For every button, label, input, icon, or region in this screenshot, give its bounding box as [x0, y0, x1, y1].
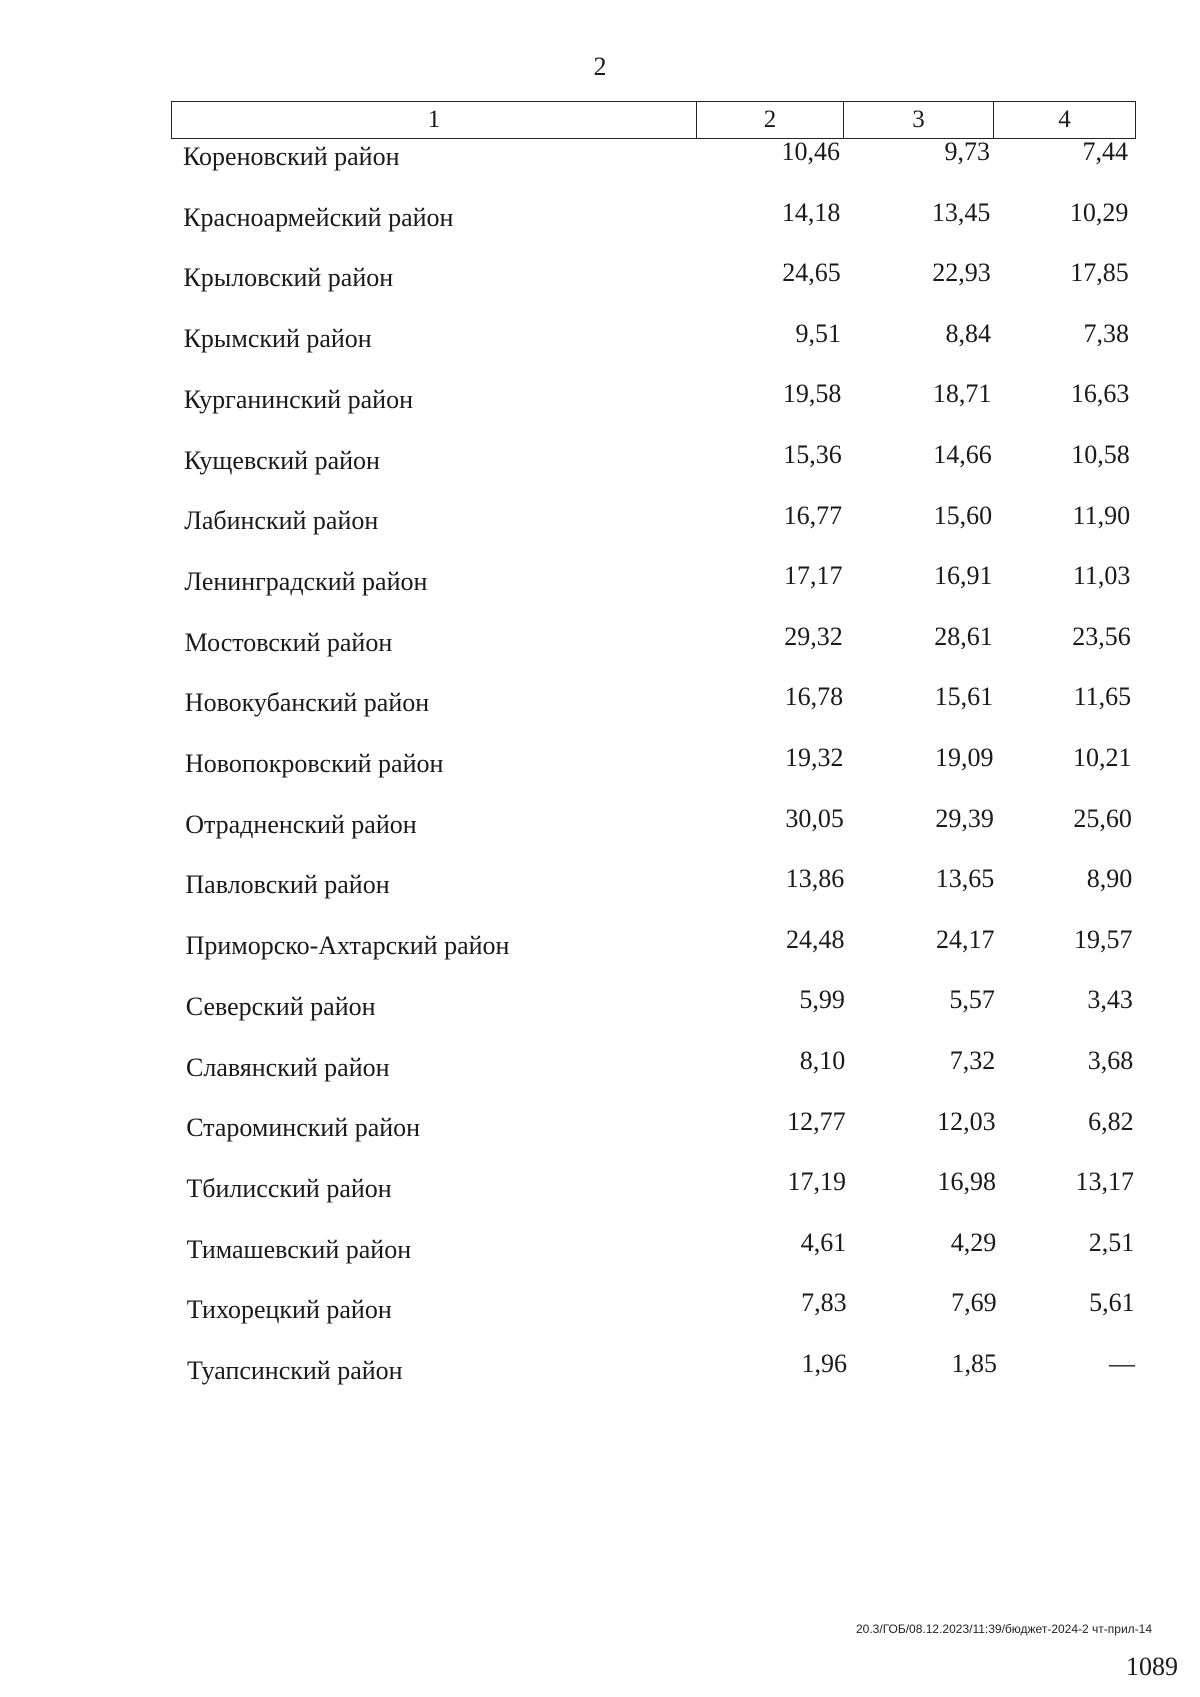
value-c2: 7,83 [801, 1288, 847, 1318]
value-c2: 10,46 [781, 137, 840, 166]
value-c4: 3,43 [1087, 985, 1133, 1015]
value-c4: 3,68 [1087, 1046, 1134, 1075]
district-name: Северский район [185, 991, 376, 1021]
value-c4: 10,29 [1069, 197, 1129, 227]
value-c2: 1,96 [801, 1349, 847, 1378]
value-c4: 5,61 [1089, 1288, 1135, 1318]
table-row [0, 132, 1200, 172]
value-c3: 16,91 [933, 561, 993, 591]
value-c3: 15,61 [934, 682, 994, 712]
value-c2: 4,61 [800, 1227, 847, 1257]
value-c4: 10,58 [1071, 440, 1130, 469]
value-c4: 11,90 [1072, 500, 1131, 530]
sheet-number: 1089 [1126, 1652, 1178, 1681]
value-c3: 15,60 [933, 500, 993, 530]
value-c2: 17,19 [787, 1167, 846, 1197]
value-c4: 2,51 [1088, 1227, 1135, 1257]
value-c2: 19,58 [782, 379, 842, 409]
header-cell: 2 [696, 102, 843, 138]
value-c2: 13,86 [785, 864, 845, 894]
table-row [0, 374, 1200, 414]
value-c4: 7,44 [1082, 137, 1128, 166]
district-name: Крыловский район [183, 263, 394, 293]
value-c2: 15,36 [783, 440, 842, 469]
value-c3: 9,73 [944, 137, 990, 166]
district-name: Приморско-Ахтарский район [185, 931, 510, 961]
value-c4: 7,38 [1083, 318, 1130, 348]
value-c4: 17,85 [1070, 258, 1129, 288]
value-c2: 19,32 [785, 743, 844, 772]
page-number: 2 [593, 52, 607, 81]
table-row [0, 1041, 1200, 1081]
value-c3: 8,84 [945, 318, 992, 348]
value-c3: 7,32 [949, 1046, 996, 1075]
table-row [0, 859, 1200, 899]
district-name: Лабинский район [184, 506, 379, 536]
table-row [0, 556, 1200, 596]
table-row [0, 1344, 1200, 1384]
value-c4: 25,60 [1073, 803, 1132, 833]
district-name: Кореновский район [183, 142, 400, 171]
value-c3: 1,85 [951, 1349, 997, 1378]
district-name: Тимашевский район [186, 1234, 412, 1264]
table-row [0, 920, 1200, 960]
value-c2: 16,78 [784, 682, 844, 712]
value-c3: 16,98 [937, 1167, 996, 1197]
header-cell: 4 [993, 102, 1135, 138]
district-name: Курганинский район [183, 384, 413, 414]
district-name: Тихорецкий район [186, 1295, 392, 1325]
value-c2: 9,51 [795, 318, 842, 348]
district-name: Новопокровский район [185, 749, 444, 778]
value-c2: 24,65 [782, 258, 841, 288]
district-name: Ленинградский район [184, 566, 428, 596]
value-c3: 28,61 [934, 621, 993, 651]
district-name: Туапсинский район [187, 1356, 403, 1385]
table-row [0, 314, 1200, 354]
value-c3: 4,29 [950, 1227, 997, 1257]
table-row [0, 738, 1200, 778]
district-name: Славянский район [186, 1052, 390, 1082]
value-c2: 16,77 [783, 500, 843, 530]
header-cell: 1 [427, 106, 441, 133]
table-row [0, 1223, 1200, 1263]
district-name: Мостовский район [184, 627, 393, 657]
value-c2: 30,05 [785, 803, 844, 833]
table-row [0, 253, 1200, 293]
document-footer-code: 20.3/ГОБ/08.12.2023/11:39/бюджет-2024-2 чт-прил-14 [856, 1622, 1152, 1636]
value-c4: 11,03 [1072, 561, 1131, 591]
district-name: Крымский район [183, 324, 372, 354]
header-cell: 3 [843, 102, 993, 138]
value-c3: 13,45 [931, 197, 991, 227]
table-row [0, 799, 1200, 839]
value-c3: 12,03 [937, 1106, 996, 1136]
district-name: Кущевский район [184, 445, 380, 475]
table-row [0, 193, 1200, 233]
table-row [0, 496, 1200, 536]
district-name: Павловский район [185, 870, 390, 900]
value-c4: 6,82 [1088, 1106, 1134, 1136]
table-row [0, 1162, 1200, 1202]
value-c3: 19,09 [935, 743, 994, 772]
value-c2: 29,32 [784, 621, 843, 651]
value-c2: 24,48 [786, 924, 845, 954]
value-c2: 14,18 [781, 197, 841, 227]
value-c4: 16,63 [1070, 379, 1130, 409]
value-c4: 19,57 [1074, 924, 1133, 954]
value-c4: 23,56 [1072, 621, 1131, 651]
value-c3: 18,71 [932, 379, 992, 409]
value-c2: 12,77 [787, 1106, 846, 1136]
value-c4: 13,17 [1075, 1167, 1134, 1197]
value-c2: 17,17 [783, 561, 843, 591]
value-c4: 11,65 [1073, 682, 1132, 712]
table-row [0, 1102, 1200, 1142]
value-c3: 14,66 [933, 440, 992, 469]
value-c2: 5,99 [799, 985, 845, 1015]
table-row [0, 617, 1200, 657]
value-c4: 10,21 [1073, 743, 1132, 772]
value-c4: — [1109, 1349, 1135, 1378]
value-c4: 8,90 [1086, 864, 1133, 894]
value-c2: 8,10 [799, 1046, 846, 1075]
value-c3: 24,17 [936, 924, 995, 954]
value-c3: 13,65 [935, 864, 995, 894]
district-name: Тбилисский район [186, 1173, 392, 1203]
district-name: Новокубанский район [184, 688, 430, 718]
table-row [0, 1283, 1200, 1323]
district-name: Отрадненский район [185, 809, 417, 839]
table-row [0, 677, 1200, 717]
value-c3: 7,69 [951, 1288, 997, 1318]
value-c3: 29,39 [935, 803, 994, 833]
table-row [0, 435, 1200, 475]
value-c3: 5,57 [949, 985, 995, 1015]
district-name: Красноармейский район [183, 202, 454, 232]
district-name: Староминский район [186, 1113, 421, 1143]
table-row [0, 980, 1200, 1020]
value-c3: 22,93 [932, 258, 991, 288]
